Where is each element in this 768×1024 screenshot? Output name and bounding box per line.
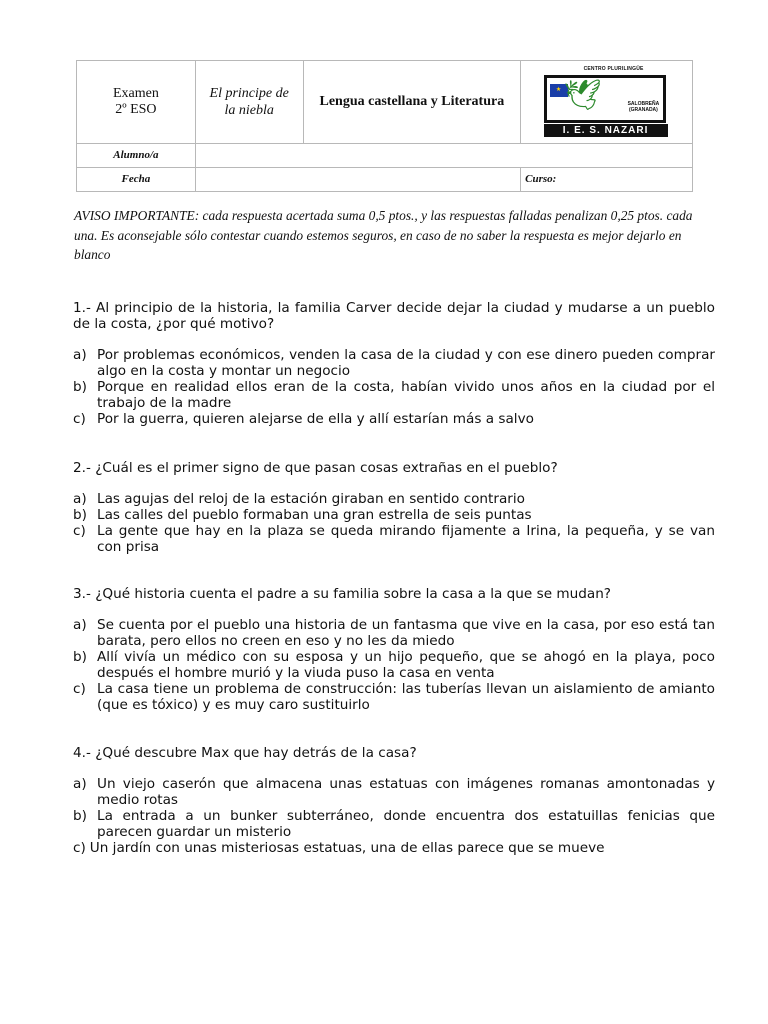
answer-options [73, 617, 715, 713]
option-letter: b) [73, 649, 87, 665]
answer-option-a[interactable] [73, 491, 715, 507]
student-label-cell [77, 143, 196, 167]
date-label: Fecha [121, 173, 151, 186]
logo-place [628, 101, 660, 113]
question-3 [73, 586, 715, 713]
logo-place-line2: (GRANADA) [628, 106, 658, 113]
answer-option-c[interactable] [73, 411, 715, 427]
answer-options [73, 347, 715, 427]
exam-header-table [76, 60, 693, 192]
question-2 [73, 460, 715, 555]
answer-option-a[interactable] [73, 776, 715, 808]
option-text: Porque en realidad ellos eran de la costa, habían vivido unos años en la ciudad por el trabajo de la madre [97, 379, 715, 411]
option-letter: c) [73, 523, 86, 539]
option-letter: a) [73, 776, 87, 792]
castle-frame-icon [544, 75, 666, 123]
option-letter: c) [73, 411, 86, 427]
answer-option-c[interactable] [73, 523, 715, 555]
option-letter: b) [73, 808, 87, 824]
option-letter: c) [73, 681, 86, 697]
exam-cell [77, 61, 196, 144]
student-label: Alumno/a [113, 149, 159, 162]
question-title: 1.- Al principio de la historia, la familia Carver decide dejar la ciudad y mudarse a un pueblo de la costa, ¿por qué motivo? [73, 300, 715, 332]
option-letter: b) [73, 507, 87, 523]
school-logo-cell [521, 61, 693, 144]
question-title: 4.- ¿Qué descubre Max que hay detrás de la casa? [73, 745, 417, 761]
book-title-cell [195, 61, 303, 144]
option-letter: a) [73, 347, 87, 363]
answer-option-c[interactable] [73, 840, 715, 856]
important-notice: AVISO IMPORTANTE: cada respuesta acertada suma 0,5 ptos., y las respuestas falladas penalizan 0,25 ptos. cada una. Es aconsejable sólo contestar cuando estemos seguros, en caso de no saber la respuesta es mejor dejarlo en blanco [74, 208, 693, 262]
question-1 [73, 300, 715, 427]
option-text: Un jardín con unas misteriosas estatuas, una de ellas parece que se mueve [89, 840, 605, 856]
eu-flag-icon: ★ [550, 84, 568, 97]
question-title: 2.- ¿Cuál es el primer signo de que pasan cosas extrañas en el pueblo? [73, 460, 558, 476]
option-text: Las calles del pueblo formaban una gran estrella de seis puntas [97, 507, 532, 523]
option-text: La entrada a un bunker subterráneo, donde encuentra dos estatuillas fenicias que parecen guardar un misterio [97, 808, 715, 840]
answer-option-b[interactable] [73, 507, 715, 523]
exam-grade: 2º ESO [115, 101, 157, 117]
logo-top-text: CENTRO PLURILINGÜE [583, 65, 644, 72]
question-4 [73, 745, 715, 856]
option-text: Por la guerra, quieren alejarse de ella y allí estarían más a salvo [97, 411, 534, 427]
date-field[interactable] [195, 167, 520, 191]
student-name-field[interactable] [195, 143, 692, 167]
book-title-line2: la niebla [224, 102, 274, 118]
exam-label: Examen [112, 85, 159, 101]
option-text: Las agujas del reloj de la estación giraban en sentido contrario [97, 491, 525, 507]
option-text: Allí vivía un médico con su esposa y un hijo pequeño, que se ahogó en la playa, poco después el hombre murió y la viuda puso la casa en venta [97, 649, 715, 681]
answer-option-a[interactable] [73, 617, 715, 649]
option-text: Se cuenta por el pueblo una historia de un fantasma que vive en la casa, por eso está tan barata, pero ellos no creen en eso y no les da miedo [97, 617, 715, 649]
answer-options [73, 776, 715, 856]
answer-option-c[interactable] [73, 681, 715, 713]
answer-option-b[interactable] [73, 649, 715, 681]
subject-name: Lengua castellana y Literatura [319, 93, 505, 109]
answer-option-b[interactable] [73, 379, 715, 411]
logo-place-line1: SALOBREÑA [627, 100, 660, 107]
option-letter: b) [73, 379, 87, 395]
option-text: La casa tiene un problema de construcción: las tuberías llevan un aislamiento de amianto (que es tóxico) y es muy caro sustituirlo [97, 681, 715, 713]
dove-icon: 🕊 [563, 78, 602, 112]
school-name: I. E. S. NAZARI [544, 124, 668, 137]
school-logo [544, 67, 670, 137]
answer-option-a[interactable] [73, 347, 715, 379]
course-label: Curso: [525, 173, 557, 186]
question-title: 3.- ¿Qué historia cuenta el padre a su familia sobre la casa a la que se mudan? [73, 586, 612, 602]
course-field[interactable] [521, 167, 693, 191]
subject-cell [303, 61, 521, 144]
option-letter: a) [73, 491, 87, 507]
answer-options [73, 491, 715, 555]
option-text: Por problemas económicos, venden la casa de la ciudad y con ese dinero pueden comprar algo en la costa y montar un negocio [97, 347, 715, 379]
option-text: La gente que hay en la plaza se queda mirando fijamente a Irina, la pequeña, y se van con prisa [97, 523, 715, 555]
option-letter: c) [73, 840, 86, 856]
date-label-cell [77, 167, 196, 191]
book-title-line1: El principe de [209, 85, 289, 101]
option-letter: a) [73, 617, 87, 633]
option-text: Un viejo caserón que almacena unas estatuas con imágenes romanas amontonadas y medio rotas [97, 776, 715, 808]
answer-option-b[interactable] [73, 808, 715, 840]
